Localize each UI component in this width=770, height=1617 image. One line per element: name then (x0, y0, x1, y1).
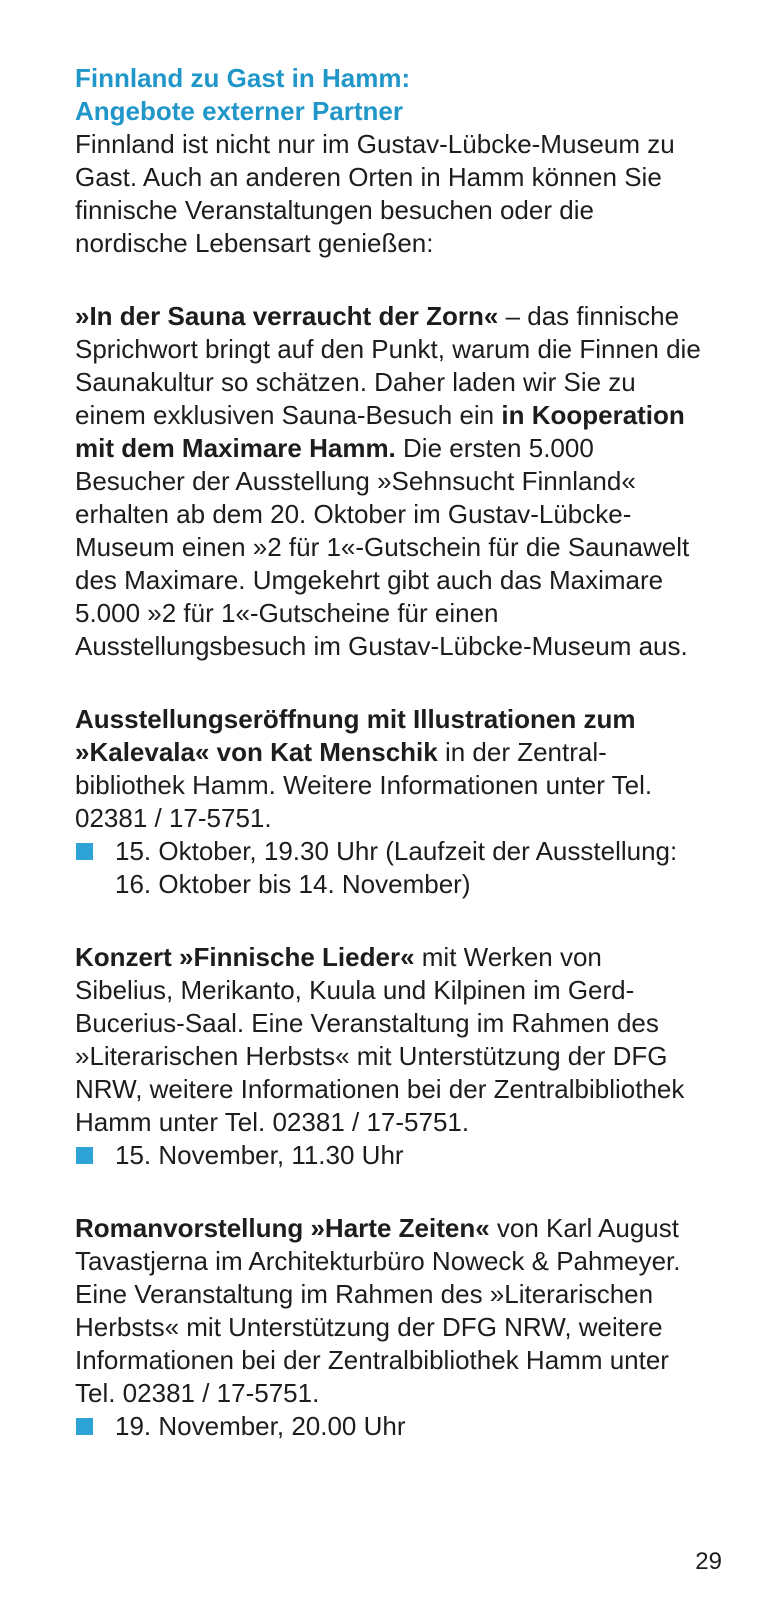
event-kalevala-paragraph (75, 703, 707, 835)
bullet-square-icon (76, 1147, 93, 1164)
event-kalevala-text-1: in der Zentralbibliothek Hamm. Weitere Informationen unter Tel. 02381 / 17-5751. (75, 737, 653, 833)
event-konzert-title: Konzert »Finnische Lieder« (75, 942, 415, 972)
event-roman-paragraph (75, 1212, 707, 1410)
event-sauna-text-3: Die ersten 5.000 Besucher der Ausstellung »Sehnsucht Finnland« erhalten ab dem 20. Oktober im Gustav-Lübcke-Museum einen »2 für 1«-Gutschein für die Saunawelt des Maximare. Umgekehrt gibt auch das Maximare 5.000 »2 für 1«-Gutscheine für einen Ausstellungsbesuch im Gustav-Lübcke-Museum aus. (75, 433, 690, 661)
event-sauna-title: »In der Sauna verraucht der Zorn« (75, 301, 499, 331)
event-kalevala-title: Ausstellungseröffnung mit Illustrationen zum »Kalevala« von Kat Menschik (75, 704, 636, 767)
event-konzert-paragraph (75, 941, 707, 1139)
event-kalevala-date-item (75, 835, 707, 901)
page-content (75, 62, 707, 1443)
page-title (75, 62, 707, 128)
event-konzert-date: 15. November, 11.30 Uhr (115, 1140, 404, 1170)
event-kalevala-date: 15. Oktober, 19.30 Uhr (Laufzeit der Ausstellung: 16. Oktober bis 14. November) (115, 836, 678, 899)
event-sauna-bold-2: in Kooperation mit dem Maximare Hamm. (75, 400, 685, 463)
event-roman-date: 19. November, 20.00 Uhr (115, 1411, 406, 1441)
page-title-line1: Finnland zu Gast in Hamm: (75, 63, 411, 93)
intro-paragraph: Finnland ist nicht nur im Gustav-Lübcke-Museum zu Gast. Auch an anderen Orten in Hamm können Sie finnische Veranstaltungen besuchen oder die nordische Lebensart genießen: (75, 129, 675, 258)
event-roman-text-1: von Karl August Tavastjerna im Architekturbüro Noweck & Pahmeyer. Eine Veranstaltung im Rahmen des »Literarischen Herbsts« mit Unterstützung der DFG NRW, weitere Informationen bei der Zentralbibliothek Hamm unter Tel. 02381 / 17-5751. (75, 1213, 681, 1408)
page-title-line2: Angebote externer Partner (75, 96, 403, 126)
event-roman-title: Romanvorstellung »Harte Zeiten« (75, 1213, 490, 1243)
event-sauna-paragraph (75, 300, 707, 663)
event-roman-date-item (75, 1410, 707, 1443)
bullet-square-icon (76, 843, 93, 860)
event-sauna-text-1: – das finnische Sprichwort bringt auf den Punkt, warum die Finnen die Saunakultur so schätzen. Daher laden wir Sie zu einem exklusiven Sauna-Besuch ein (75, 301, 701, 430)
event-konzert-text-1: mit Werken von Sibelius, Merikanto, Kuula und Kilpinen im Gerd-Bucerius-Saal. Eine Veranstaltung im Rahmen des »Literarischen Herbsts« mit Unterstützung der DFG NRW, weitere Informationen bei der Zentralbibliothek Hamm unter Tel. 02381 / 17-5751. (75, 942, 685, 1137)
page-number: 29 (695, 1548, 722, 1575)
bullet-square-icon (76, 1418, 93, 1435)
event-konzert-date-item (75, 1139, 707, 1172)
